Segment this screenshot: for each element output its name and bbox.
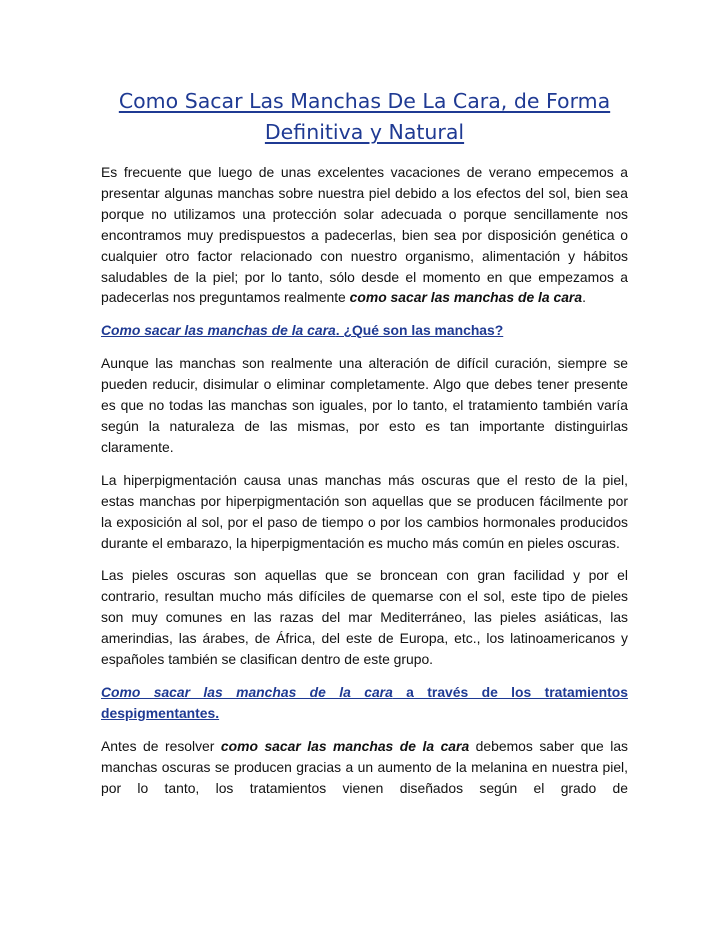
section-heading-link-what-are-spots[interactable] xyxy=(101,322,503,338)
paragraph-spots-alteration: Aunque las manchas son realmente una alteración de difícil curación, siempre se pueden reducir, disimular o eliminar completamente. Algo que debes tener presente es que no todas las manchas son iguales, por lo tanto, el tratamiento también varía según la naturaleza de las mismas, por esto es tan importante distinguirlas claramente. xyxy=(101,355,628,455)
p5-text: debemos saber que las manchas oscuras se producen gracias a un aumento de la melanina en nuestra piel, por lo tanto, los tratamientos vienen diseñados según el grado de xyxy=(101,737,629,796)
section-heading-treatments xyxy=(101,682,628,724)
p5-start: Antes de resolver xyxy=(101,737,221,754)
paragraph-dark-skin: Las pieles oscuras son aquellas que se broncean con gran facilidad y por el contrario, resultan mucho más difíciles de quemarse con el sol, este tipo de pieles son muy comunes en las razas del mar Mediterráneo, las pieles asiáticas, las amerindias, las árabes, de África, del este de Europa, etc., los latinoamericanos y españoles también se clasifican dentro de este grupo. xyxy=(101,567,628,668)
heading-keyword: Como sacar las manchas de la cara xyxy=(101,683,393,700)
section-heading-link-treatments[interactable] xyxy=(101,684,628,721)
page-title xyxy=(101,86,628,148)
heading-rest: . ¿Qué son las manchas? xyxy=(335,322,504,339)
intro-keyword: como sacar las manchas de la cara xyxy=(349,289,583,306)
paragraph-before-resolving xyxy=(101,736,628,799)
title-line-1: Como Sacar Las Manchas De La Cara, de Forma xyxy=(118,89,611,113)
heading-rest: a través de los tratamientos despigmentantes. xyxy=(101,683,628,721)
p5-keyword: como sacar las manchas de la cara xyxy=(220,737,470,754)
title-line-2: Definitiva y Natural xyxy=(264,120,465,144)
paragraph-hyperpigmentation: La hiperpigmentación causa unas manchas más oscuras que el resto de la piel, estas manchas por hiperpigmentación son aquellas que se producen fácilmente por la exposición al sol, por el paso de tiempo o por los cambios hormonales producidos durante el embarazo, la hiperpigmentación es mucho más común en pieles oscuras. xyxy=(101,471,628,551)
intro-end: . xyxy=(582,289,586,306)
intro-text: Es frecuente que luego de unas excelentes vacaciones de verano empecemos a presentar algunas manchas sobre nuestra piel debido a los efectos del sol, bien sea porque no utilizamos una protección solar adecuada o porque sencillamente nos encontramos muy predispuestos a padecerlas, bien sea por disposición genética o cualquier otro factor relacionado con nuestro organismo, alimentación y hábitos saludables de la piel; por lo tanto, sólo desde el momento en que empezamos a padecerlas nos preguntamos realmente xyxy=(101,164,628,306)
heading-keyword: Como sacar las manchas de la cara xyxy=(101,322,336,339)
document-page xyxy=(101,86,628,810)
section-heading-what-are-spots xyxy=(101,320,628,341)
intro-paragraph xyxy=(101,162,628,308)
